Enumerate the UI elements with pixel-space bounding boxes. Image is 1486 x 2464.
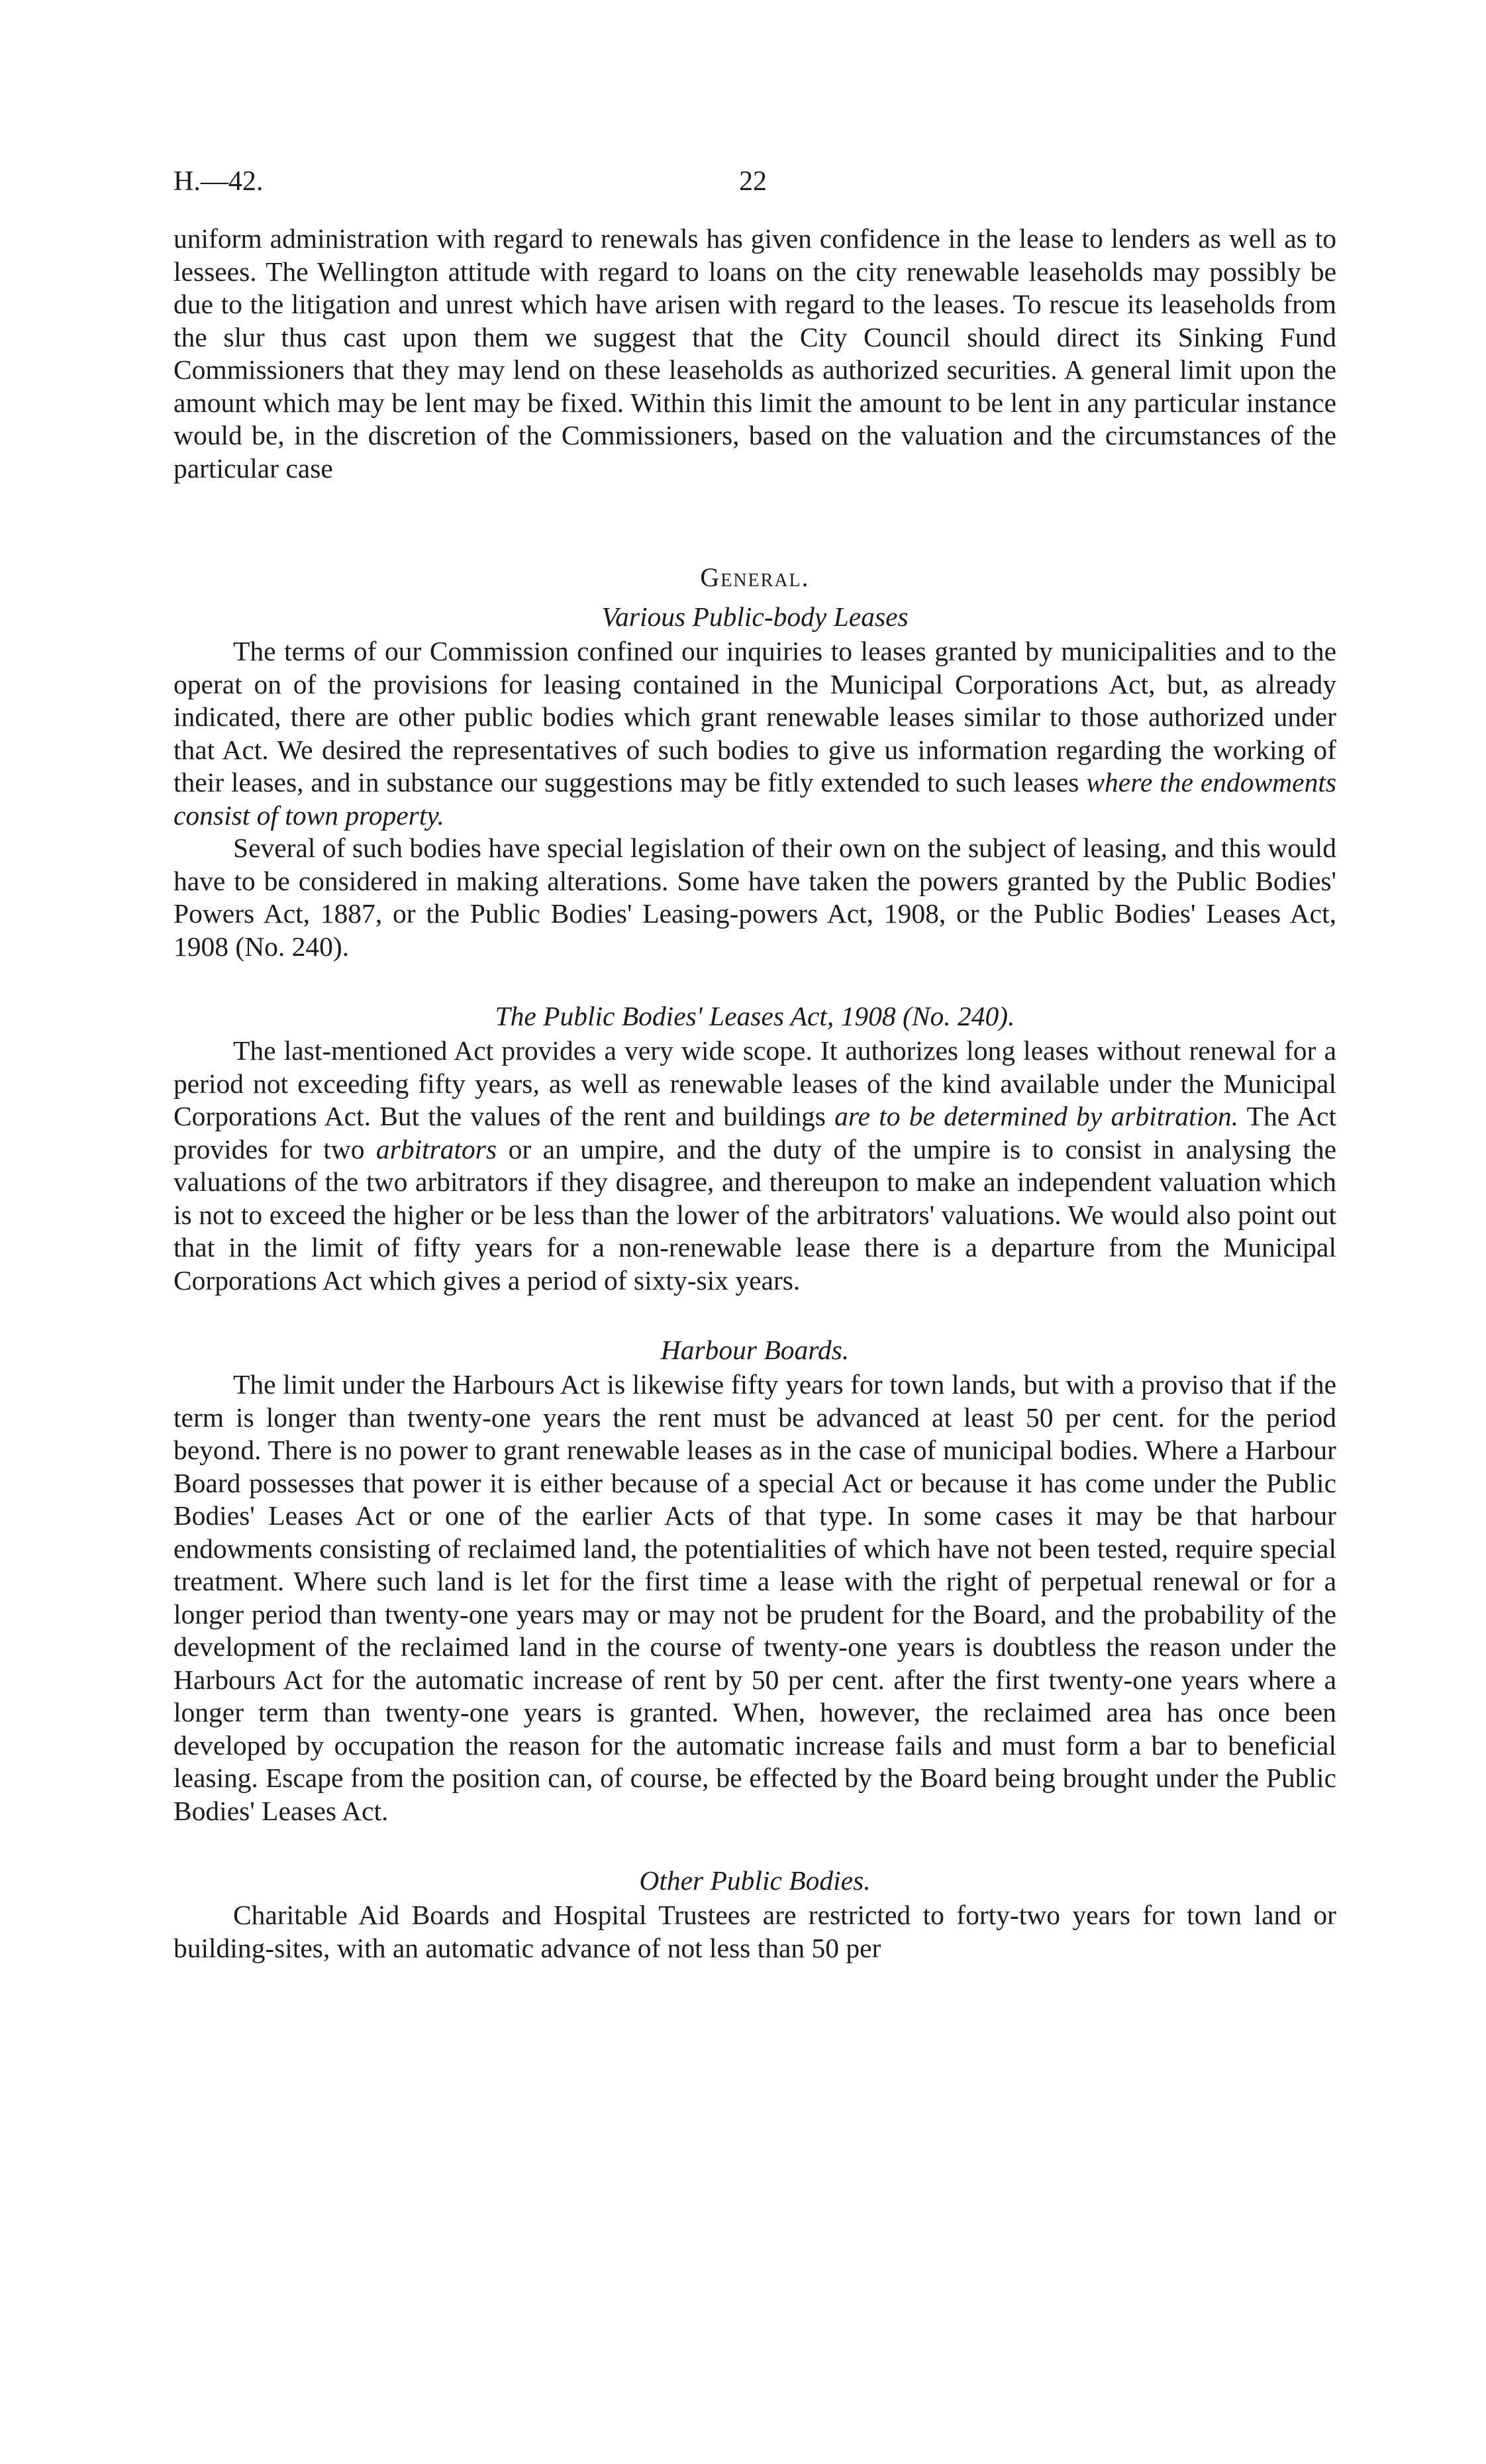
various-leases-paragraph-1-text: The terms of our Commission confined our inquiries to leases granted by municipalities and to the operat on of the provisions for leasing contained in the Municipal Corporations Act, but, as already indicated, there are other public bodies which grant renewable leases similar to those authorized under that Act. We desired the representatives of such bodies to give us information regarding the working of their leases, and in substance our suggestions may be fitly extended to such leases — [173, 636, 1336, 797]
section-title-general: General. — [700, 562, 810, 592]
other-bodies-paragraph: Charitable Aid Boards and Hospital Trustees are restricted to forty-two years for town land or building-sites, with an automatic advance of not less than 50 per — [173, 1900, 1336, 1963]
leases-act-paragraph — [173, 1035, 1336, 1297]
leases-act-text-2: The Act provides for two — [173, 1101, 1336, 1164]
leases-act-text-3: or an umpire, and the duty of the umpire is to consist in analysing the valuations of the two arbitrators if they disagree, and thereupon to make an independent valuation which is not to exceed the higher or be less than the lower of the arbitrators' valuations. We would also point out that in the limit of fifty years for a non-renewable lease there is a departure from the Municipal Corporations Act which gives a period of sixty-six years. — [173, 1133, 1337, 1296]
various-leases-paragraph-1 — [173, 635, 1336, 832]
body-text — [173, 223, 1336, 1965]
leases-act-text-1: The last-mentioned Act provides a very wide scope. It authorizes long leases without renewal for a period not exceeding fifty years, as well as renewable leases of the kind available under the Municipal Corporations Act. But the values of the rent and buildings — [173, 1035, 1336, 1131]
subheading-various-leases: Various Public-body Leases — [601, 601, 909, 632]
intro-paragraph: uniform administration with regard to renewals has given confidence in the lease to lenders as well as to lessees. The Wellington attitude with regard to loans on the city renewable leaseholds may possibly be due to the litigation and unrest which have arisen with regard to the leases. To rescue its leaseholds from the slur thus cast upon them we suggest that the City Council should direct its Sinking Fund Commissioners that they may lend on these leaseholds as authorized securities. A general limit upon the amount which may be lent may be fixed. Within this limit the amount to be lent in any particular instance would be, in the discretion of the Commissioners, based on the valuation and the circumstances of the particular case — [173, 223, 1336, 484]
leases-act-italic-2: arbitrators — [375, 1133, 497, 1164]
various-leases-paragraph-2: Several of such bodies have special legislation of their own on the subject of leasing, and this would have to be considered in making alterations. Some have taken the powers granted by the Public Bodies' Powers Act, 1887, or the Public Bodies' Leasing-powers Act, 1908, or the Public Bodies' Leases Act, 1908 (No. 240). — [173, 833, 1336, 962]
harbour-boards-paragraph: The limit under the Harbours Act is likewise fifty years for town lands, but with a proviso that if the term is longer than twenty-one years the rent must be advanced at least 50 per cent. for the period beyond. There is no power to grant renewable leases as in the case of municipal bodies. Where a Harbour Board possesses that power it is either because of a special Act or because it has come under the Public Bodies' Leases Act or one of the earlier Acts of that type. In some cases it may be that harbour endowments consisting of reclaimed land, the potentialities of which have not been tested, require special treatment. Where such land is let for the first time a lease with the right of perpetual renewal or for a longer period than twenty-one years may or may not be prudent for the Board, and the probability of the development of the reclaimed land in the course of twenty-one years is doubtless the reason under the Harbours Act for the automatic increase of rent by 50 per cent. after the first twenty-one years where a longer term than twenty-one years is granted. When, however, the reclaimed area has once been developed by occupation the reason for the automatic increase fails and must form a bar to beneficial leasing. Escape from the position can, of course, be effected by the Board being brought under the Public Bodies' Leases Act. — [173, 1369, 1336, 1826]
subheading-leases-act: The Public Bodies' Leases Act, 1908 (No. 240). — [495, 1001, 1015, 1031]
various-leases-paragraph-1-italic: where the endowments consist of town property. — [173, 767, 1337, 831]
report-reference: H.—42. — [173, 166, 264, 197]
page-number: 22 — [739, 166, 767, 197]
subheading-other-bodies: Other Public Bodies. — [639, 1865, 871, 1896]
subheading-harbour-boards: Harbour Boards. — [660, 1335, 850, 1365]
leases-act-italic-1: are to be determined by arbitration. — [834, 1101, 1239, 1131]
